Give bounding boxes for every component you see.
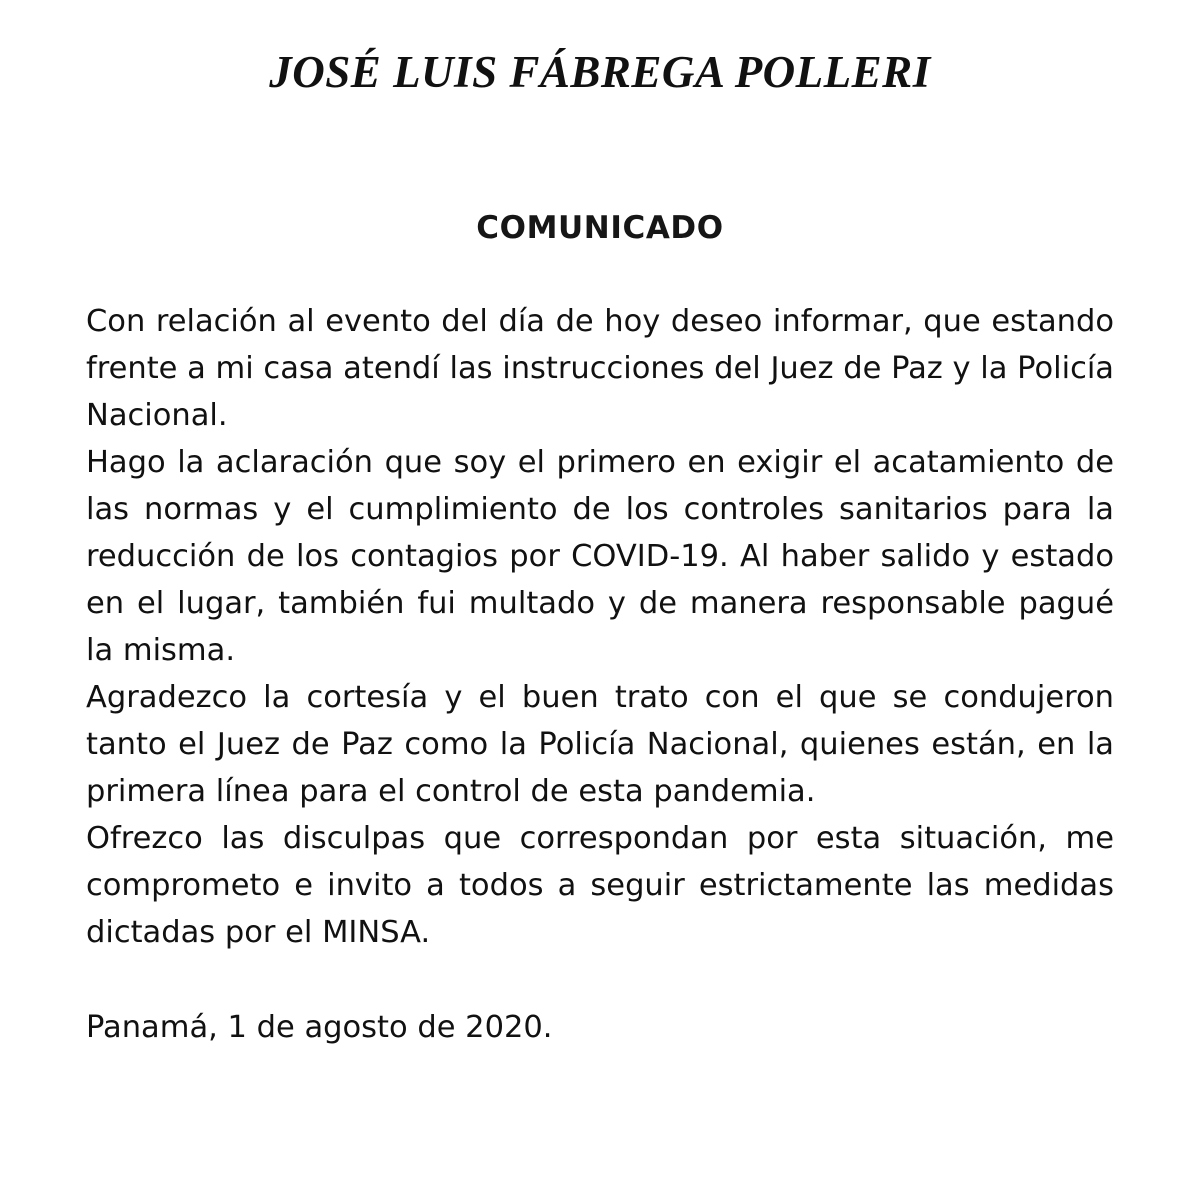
letterhead-name: JOSÉ LUIS FÁBREGA POLLERI: [269, 47, 931, 97]
paragraph: Ofrezco las disculpas que correspondan por esta situación, me comprometo e invito a todos a seguir estrictamente las medidas dictadas por el MINSA.: [86, 820, 1114, 950]
paragraph: Agradezco la cortesía y el buen trato con el que se condujeron tanto el Juez de Paz como la Policía Nacional, quienes están, en la primera línea para el control de esta pandemia.: [86, 679, 1114, 809]
paragraph: Hago la aclaración que soy el primero en exigir el acatamiento de las normas y el cumplimiento de los controles sanitarios para la reducción de los contagios por COVID-19. Al haber salido y estado en el lugar, también fui multado y de manera responsable pagué la misma.: [86, 444, 1114, 668]
document-body: [0, 246, 1200, 956]
page-title: COMUNICADO: [476, 209, 724, 246]
closing-place-date: Panamá, 1 de agosto de 2020.: [86, 1009, 553, 1045]
paragraph: Con relación al evento del día de hoy deseo informar, que estando frente a mi casa atendí las instrucciones del Juez de Paz y la Policía Nacional.: [86, 303, 1114, 433]
